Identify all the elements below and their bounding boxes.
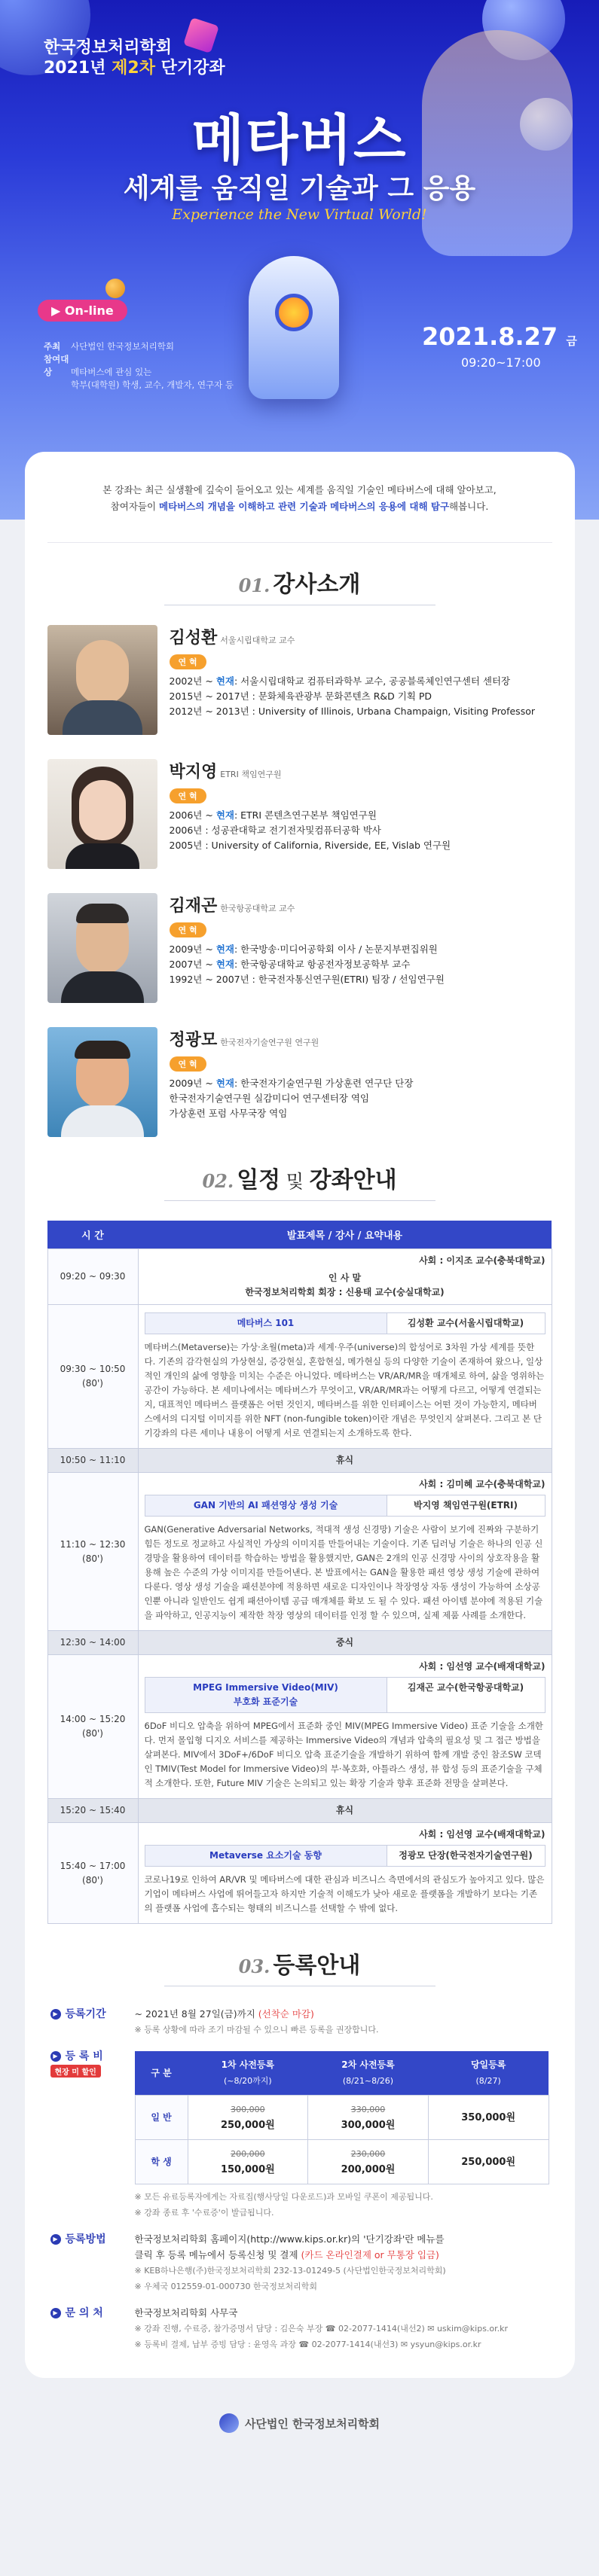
history-tag: 연 혁	[170, 1056, 206, 1072]
session-title: GAN 기반의 AI 패션영상 생성 기술	[145, 1495, 387, 1517]
method-value-2: 클릭 후 등록 메뉴에서 등록신청 및 결제	[134, 2249, 298, 2260]
break-label: 휴식	[138, 1799, 552, 1823]
fee-header: 2차 사전등록 (8/21~8/26)	[308, 2051, 429, 2096]
fee-kind: 일 반	[135, 2096, 188, 2140]
fee-cell: 200,000 150,000원	[188, 2140, 308, 2184]
registration-contact	[50, 2305, 549, 2352]
section-title-b: 및	[280, 1171, 310, 1192]
online-badge	[38, 300, 127, 322]
host-key: 주최	[44, 341, 61, 352]
edition-year: 2021년	[44, 59, 112, 78]
time-cell: 15:20 ~ 15:40	[47, 1799, 138, 1823]
history-tag: 연 혁	[170, 922, 206, 937]
history-tag: 연 혁	[170, 788, 206, 803]
schedule-header	[47, 1221, 552, 1249]
session-presenter: 박지영 책임연구원(ETRI)	[387, 1495, 546, 1517]
event-time: 09:20~17:00	[461, 355, 541, 370]
hero-banner	[0, 0, 599, 520]
session-title-row	[145, 1312, 546, 1334]
fee-cell: 250,000원	[428, 2140, 549, 2184]
period-value: ~ 2021년 8월 27일(금)까지	[134, 2008, 255, 2020]
fee-cell: 300,000 250,000원	[188, 2096, 308, 2140]
speaker-affiliation: 서울시립대학교 교수	[220, 636, 295, 645]
fee-kind: 학 생	[135, 2140, 188, 2184]
edition-number: 제2차	[112, 59, 155, 78]
fee-cell: 330,000 300,000원	[308, 2096, 429, 2140]
method-value: 한국정보처리학회 홈페이지(http://www.kips.or.kr)의 '단기강좌'란 메뉴를	[134, 2233, 445, 2245]
history-row: 2009년 ~ 현재: 한국방송·미디어공학회 이사 / 논문지부편집위원	[169, 944, 438, 955]
fee-note: ※ 모든 유료등록자에게는 자료집(행사당일 다운로드)과 모바일 쿠폰이 제공됩니다.	[134, 2192, 433, 2202]
speaker-photo	[47, 893, 157, 1003]
bank-account: ※ KEB하나은행(주)한국정보처리학회 232-13-01249-5 (사단법인한국정보처리학회)	[134, 2266, 446, 2276]
session-description: 6DoF 비디오 압축을 위하여 MPEG에서 표준화 중인 MIV(MPEG Immersive Video) 표준 기술을 소개한다. 먼저 몰입형 디지오 서비스를 제공하는 Immersive Video의 개념과 압축의 필요성 및 그 접근 방법을 살펴본다. MIV에서 3DoF+/6DoF 비디오 압축 표준기술을 개발하기 위하여 함께 개발 중인 참조SW 코덱인 TMIV(Test Model for Immersive Video)의 부·복호화, 아틀라스 생성, 뷰 합성 등의 표준기술을 구체적 소개한다. 또한, Future MIV 기술은 논의되고 있는 확장 기술과 향후 표준화 전망을 살펴본다.	[144, 1721, 543, 1788]
schedule-row	[47, 1655, 552, 1799]
speaker-card	[47, 625, 552, 735]
time-cell: 10:50 ~ 11:10	[47, 1449, 138, 1473]
session-title-row	[145, 1845, 546, 1867]
fee-table	[135, 2051, 549, 2184]
registration-period	[50, 2006, 549, 2038]
speaker-name: 김성환 서울시립대학교 교수	[169, 629, 295, 648]
chair: 사회 : 김미혜 교수(충북대학교)	[419, 1479, 546, 1489]
fee-cell: 230,000 200,000원	[308, 2140, 429, 2184]
section-number: 02.	[202, 1170, 234, 1192]
speaker-card	[47, 893, 552, 1003]
speaker-photo	[47, 1027, 157, 1137]
session-title-row	[145, 1677, 546, 1713]
history-row: 2007년 ~ 현재: 한국항공대학교 항공전자정보공학부 교수	[169, 959, 411, 970]
event-info	[44, 340, 234, 392]
break-row	[47, 1799, 552, 1823]
weekday: 금	[566, 334, 577, 348]
period-deadline: (선착순 마감)	[258, 2008, 314, 2020]
edition-type: 단기강좌	[154, 59, 225, 78]
history-row: 2006년 : 성공관대학교 전기전자및컴퓨터공학 박사	[169, 825, 381, 836]
fee-badge: 현장 미 할인	[50, 2065, 101, 2078]
speaker-affiliation: 한국전자기술연구원 연구원	[220, 1038, 319, 1047]
break-label: 휴식	[138, 1449, 552, 1473]
greeting: 인 사 말	[328, 1273, 362, 1283]
speaker-card	[47, 759, 552, 869]
time-cell: 09:30 ~ 10:50 (80')	[47, 1305, 138, 1449]
history-row: 1992년 ~ 2007년 : 한국전자통신연구원(ETRI) 팀장 / 선임연구원	[169, 974, 445, 985]
contact-value: 한국정보처리학회 사무국	[134, 2307, 238, 2318]
section-heading-schedule	[47, 1161, 552, 1201]
speaker-affiliation: 한국항공대학교 교수	[220, 904, 295, 913]
footer	[0, 2378, 599, 2468]
chair: 사회 : 이지조 교수(충북대학교)	[419, 1255, 546, 1266]
registration-fee	[50, 2048, 549, 2221]
time-cell: 14:00 ~ 15:20 (80')	[47, 1655, 138, 1799]
fee-row	[135, 2140, 549, 2184]
schedule-row	[47, 1473, 552, 1631]
schedule-row	[47, 1305, 552, 1449]
event-tagline: Experience the New Virtual World!	[172, 206, 427, 223]
footer-logo-text: 사단법인 한국정보처리학회	[244, 2416, 380, 2431]
history-row: 2006년 ~ 현재: ETRI 콘텐츠연구본부 책임연구원	[169, 809, 377, 821]
history-tag: 연 혁	[170, 654, 206, 669]
event-date	[422, 322, 577, 351]
time-cell: 09:20 ~ 09:30	[47, 1249, 138, 1305]
contact-line: ※ 강좌 진행, 수료증, 참가증명서 담당 : 김은숙 부장 ☎ 02-2077-1414(내선2) ✉ uskim@kips.or.kr	[134, 2324, 509, 2334]
content-card	[25, 452, 575, 2378]
history-row: 한국전자기술연구원 실감미디어 연구센터장 역임	[169, 1093, 369, 1104]
section-title: 강사소개	[273, 572, 361, 598]
history-row: 2002년 ~ 현재: 서울시립대학교 컴퓨터과학부 교수, 공공블록체인연구센터 센터장	[169, 675, 511, 687]
bank-account: ※ 우체국 012559-01-000730 한국정보처리학회	[134, 2282, 318, 2291]
time-cell: 11:10 ~ 12:30 (80')	[47, 1473, 138, 1631]
date-value: 2021.8.27	[422, 322, 558, 351]
session-description: GAN(Generative Adversarial Networks, 적대적 생성 신경망) 기술은 사람이 보기에 진짜와 구분하기 힘든 정도로 정교하고 사실적인 가상의 이미지를 만들어내는 기술이다. 기존 딥러닝 기술은 하나의 인공 신경망을 활용하여 데이터를 학습하는 방법을 활용했지만, GAN은 2개의 인공 신경망 사이의 상호작용을 활용해 높은 수준의 가상 이미지를 만들어낸다. 본 발표에서는 GAN을 활용한 패션 영상 생성 기술에 관하여 다룬다. 영상 생성 기술을 패션분야에 적용하면 새로운 디자인이나 착장영상 자동 생성이 가능하여 소상공인뿐 아니라 일반인도 쉽게 패션아이템 공급 매개체를 확보 도 될 수 있다. 패션 아이템 분야에 적용된 기술을 파악하고, 인공지능이 제작한 착장 영상의 데이터를 인정 할 수 있으며, 실제 제품 사례를 소개한다.	[144, 1524, 543, 1620]
greeting-speaker: 한국정보처리학회 회장 : 신용태 교수(숭실대학교)	[245, 1287, 445, 1297]
intro-highlight: 메타버스의 개념을 이해하고 관련 기술과 메타버스의 응용에 대해 탐구	[159, 501, 450, 512]
fee-label: 등 록 비	[65, 2050, 103, 2062]
section-number: 03.	[238, 1956, 270, 1977]
speaker-card	[47, 1027, 552, 1137]
method-payment: (카드 온라인결제 or 무통장 입금)	[301, 2249, 439, 2260]
period-note: ※ 등록 상황에 따라 조기 마감될 수 있으니 빠른 등록을 권장합니다.	[134, 2025, 379, 2035]
contact-line: ※ 등록비 결제, 납부 증빙 담당 : 윤영옥 과장 ☎ 02-2077-1414(내선3) ✉ ysyun@kips.or.kr	[134, 2340, 481, 2349]
method-label: ▶ 등록방법	[50, 2231, 135, 2294]
organizer-name: 한국정보처리학회	[44, 38, 173, 57]
section-heading-registration	[47, 1946, 552, 1986]
fee-note: ※ 강좌 종료 후 '수료증'이 발급됩니다.	[134, 2208, 274, 2218]
history-row: 2015년 ~ 2017년 : 문화체육관광부 문화콘텐츠 R&D 기획 PD	[169, 690, 432, 702]
fee-label-block	[50, 2048, 135, 2221]
organizer	[44, 38, 225, 78]
intro-line-2	[52, 498, 548, 515]
break-row	[47, 1449, 552, 1473]
speaker-photo	[47, 759, 157, 869]
session-description: 코로나19로 인하여 AR/VR 및 메타버스에 대한 관심과 비즈니스 측면에서의 관심도가 높아지고 있다. 많은 기업이 메타버스 사업에 뛰어들고자 하지만 기술적 이해도가 낮아 새로운 플랫폼을 개발하기 보다는 기존의 플랫폼 사업에 흡수되는 형태의 비즈니스를 선택할 수 밖에 없다.	[144, 1874, 545, 1913]
host-value: 사단법인 한국정보처리학회	[71, 341, 174, 352]
online-label: On-line	[64, 303, 114, 318]
event-subtitle: 세계를 움직일 기술과 그 응용	[123, 173, 476, 204]
intro-post: 해봅니다.	[449, 501, 489, 512]
event-edition	[44, 58, 225, 78]
section-title-a: 일정	[237, 1167, 281, 1193]
session-presenter: 정광모 단장(한국전자기술연구원)	[387, 1845, 546, 1867]
history-row: 2009년 ~ 현재: 한국전자기술연구원 가상훈련 연구단 단장	[169, 1078, 414, 1089]
fee-header: 당일등록 (8/27)	[428, 2051, 549, 2096]
session-presenter: 김성환 교수(서울시립대학교)	[387, 1312, 546, 1334]
audience-value-2: 학부(대학원) 학생, 교수, 개발자, 연구자 등	[71, 380, 234, 390]
fee-cell: 350,000원	[428, 2096, 549, 2140]
play-icon: ▶	[51, 303, 65, 318]
audience-key: 참여대상	[44, 354, 69, 377]
registration-info	[47, 2006, 552, 2352]
time-cell: 12:30 ~ 14:00	[47, 1631, 138, 1655]
speaker-list	[47, 625, 552, 1137]
section-title-c: 강좌안내	[309, 1167, 397, 1193]
speaker-photo	[47, 625, 157, 735]
contact-label: ▶ 문 의 처	[50, 2305, 135, 2352]
section-title: 등록안내	[273, 1953, 361, 1979]
chair: 사회 : 임선영 교수(배재대학교)	[419, 1829, 546, 1840]
session-title-row	[145, 1495, 546, 1517]
intro-line-1: 본 강좌는 최근 실생활에 깊숙이 들어오고 있는 세계를 움직일 기술인 메타버스에 대해 알아보고,	[102, 484, 497, 495]
kips-logo-icon	[219, 2413, 239, 2433]
audience-value: 메타버스에 관심 있는	[71, 367, 152, 377]
fee-header: 구 분	[135, 2051, 188, 2096]
time-cell: 15:40 ~ 17:00 (80')	[47, 1823, 138, 1924]
event-title: 메타버스	[191, 108, 408, 172]
history-row: 2005년 : University of California, Riverside, EE, Vislab 연구원	[169, 840, 451, 851]
history-row: 가상훈련 포럼 사무국장 역임	[169, 1108, 288, 1119]
chair: 사회 : 임선영 교수(배재대학교)	[419, 1661, 546, 1672]
header-content: 발표제목 / 강사 / 요약내용	[138, 1221, 552, 1249]
registration-method	[50, 2231, 549, 2294]
speaker-name: 박지영 ETRI 책임연구원	[169, 763, 282, 782]
schedule-row	[47, 1249, 552, 1305]
period-label: ▶ 등록기간	[50, 2006, 135, 2038]
session-presenter: 김재곤 교수(한국항공대학교)	[387, 1677, 546, 1713]
section-heading-speakers	[47, 566, 552, 605]
section-number: 01.	[238, 575, 270, 596]
session-title: Metaverse 요소기술 동향	[145, 1845, 387, 1867]
fee-header: 1차 사전등록 (~8/20까지)	[188, 2051, 308, 2096]
intro-text	[47, 482, 552, 543]
speaker-name: 김재곤 한국항공대학교 교수	[169, 897, 295, 916]
rocket-window	[275, 294, 313, 331]
fee-row	[135, 2096, 549, 2140]
history-row: 2012년 ~ 2013년 : University of Illinois, Urbana Champaign, Visiting Professor	[169, 706, 535, 717]
header-time: 시 간	[47, 1221, 138, 1249]
session-description: 메타버스(Metaverse)는 가상·초월(meta)과 세계·우주(universe)의 합성어로 3차원 가상 세계를 뜻한다. 기존의 감각현실의 가상현실, 증강현실, 혼합현실, 메가현실 등의 다양한 기술이 존재하여 왔으나, 일상적인 개인의 삶에 영향을 미치는 수준은 아니었다. 메타버스는 VR/AR/MR을 매개체로 하여, 삶을 영위하는 공간이 가능하다. 본 세미나에서는 메타버스가 무엇이고, VR/AR/MR과는 어떻게 다르고, 어떻게 연결되는지, 대표적인 메타버스 플랫폼은 어떤 것인지, 메타버스를 위한 인터페이스는 어떤 것이 가능한지, 메타버스에서의 디지털 이미지를 위한 NFT (non-fungible token)이란 개념은 무엇인지 살펴본다. 그리고 본 단기강좌의 다른 세미나 내용이 어떻게 서로 연결되는지 소개하도록 한다.	[144, 1342, 545, 1438]
planet-decoration	[105, 279, 125, 298]
session-title: MPEG Immersive Video(MIV) 부호화 표준기술	[145, 1677, 387, 1713]
break-row	[47, 1631, 552, 1655]
session-title: 메타버스 101	[145, 1312, 387, 1334]
break-label: 중식	[138, 1631, 552, 1655]
schedule-row	[47, 1823, 552, 1924]
intro-pre: 참여자들이	[110, 501, 160, 512]
schedule-table	[47, 1221, 552, 1924]
speaker-affiliation: ETRI 책임연구원	[220, 770, 282, 779]
speaker-name: 정광모 한국전자기술연구원 연구원	[169, 1031, 319, 1050]
